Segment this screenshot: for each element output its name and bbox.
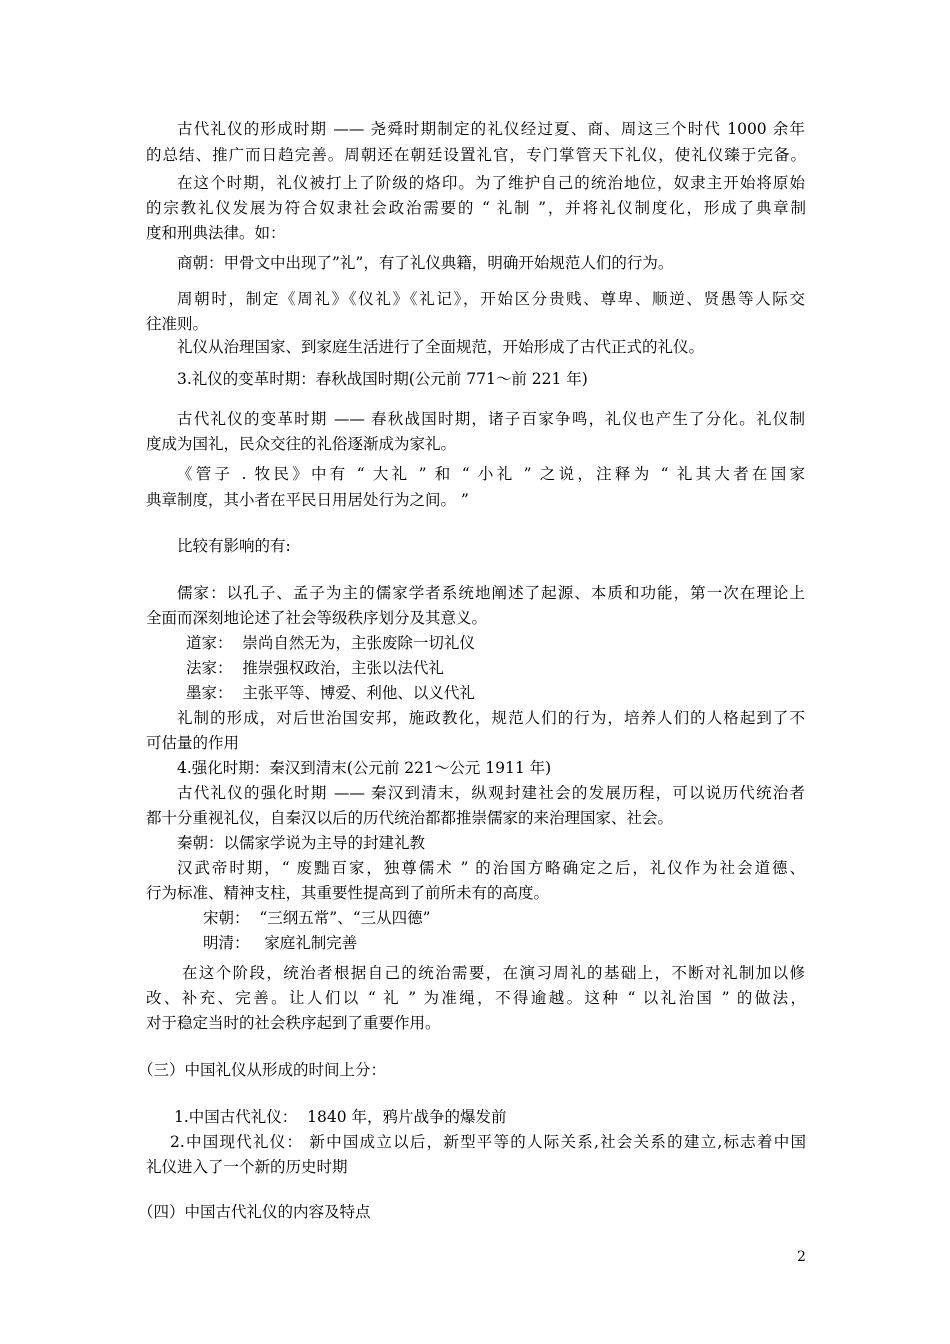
text-line: 古代礼仪的强化时期 —— 秦汉到清末，纵观封建社会的发展历程，可以说历代统治者 (177, 784, 805, 802)
list-item: 1.中国古代礼仪： 1840 年，鸦片战争的爆发前 (174, 1108, 507, 1126)
text-line: 在这个时期，礼仪被打上了阶级的烙印。为了维护自己的统治地位，奴隶主开始将原始 (177, 174, 805, 192)
list-item: 2.中国现代礼仪： 新中国成立以后，新型平等的人际关系,社会关系的建立,标志着中国 (170, 1133, 806, 1151)
text-line: 礼制的形成，对后世治国安邦，施政教化，规范人们的行为，培养人们的人格起到了不 (177, 709, 805, 727)
text-line: 儒家：以孔子、孟子为主的儒家学者系统地阐述了起源、本质和功能，第一次在理论上 (177, 584, 805, 602)
text-line: 的总结、推广而日趋完善。周朝还在朝廷设置礼官，专门掌管天下礼仪，使礼仪臻于完备。 (146, 146, 806, 164)
section-heading: （四）中国古代礼仪的内容及特点 (138, 1203, 371, 1221)
text-line: 礼仪进入了一个新的历史时期 (146, 1158, 348, 1176)
text-line: 秦朝：以儒家学说为主导的封建礼教 (177, 834, 426, 852)
text-line: 度和刑典法律。如： (146, 224, 286, 242)
text-line: 礼仪从治理国家、到家庭生活进行了全面规范，开始形成了古代正式的礼仪。 (177, 338, 705, 356)
text-line: 都十分重视礼仪，自秦汉以后的历代统治都都推崇儒家的来治理国家、社会。 (146, 809, 674, 827)
text-line: 古代礼仪的形成时期 —— 尧舜时期制定的礼仪经过夏、商、周这三个时代 1000 余年 (177, 120, 805, 138)
section-heading: 4.强化时期：秦汉到清末(公元前 221～公元 1911 年) (177, 759, 552, 777)
text-line: 古代礼仪的变革时期 —— 春秋战国时期，诸子百家争鸣，礼仪也产生了分化。礼仪制 (177, 410, 805, 428)
text-line: 商朝：甲骨文中出现了”礼”，有了礼仪典籍，明确开始规范人们的行为。 (177, 254, 674, 272)
text-line: 宋朝： “三纲五常”、“三从四德” (203, 909, 431, 927)
text-line: 对于稳定当时的社会秩序起到了重要作用。 (146, 1014, 441, 1032)
text-line: 的宗教礼仪发展为符合奴隶社会政治需要的 “ 礼制 ”，并将礼仪制度化，形成了典章制 (146, 199, 806, 217)
text-line: 比较有影响的有: (177, 537, 291, 555)
text-line: 墨家： 主张平等、博爱、利他、以义代礼 (186, 684, 475, 702)
text-line: 周朝时，制定《周礼》《仪礼》《礼记》，开始区分贵贱、尊卑、顺逆、贤愚等人际交 (177, 290, 805, 308)
text-line: 往准则。 (146, 315, 209, 333)
text-line: 在这个阶段，统治者根据自己的统治需要，在演习周礼的基础上，不断对礼制加以修 (182, 964, 805, 982)
section-heading: 3.礼仪的变革时期：春秋战国时期(公元前 771～前 221 年) (177, 370, 588, 388)
text-line: 度成为国礼，民众交往的礼俗逐渐成为家礼。 (146, 435, 457, 453)
text-line: 明清： 家庭礼制完善 (203, 934, 358, 952)
section-heading: （三）中国礼仪从形成的时间上分： (138, 1061, 387, 1079)
text-line: 道家： 崇尚自然无为，主张废除一切礼仪 (186, 634, 475, 652)
text-line: 全面而深刻地论述了社会等级秩序划分及其意义。 (146, 609, 488, 627)
text-line: 行为标准、精神支柱，其重要性提高到了前所未有的高度。 (146, 884, 550, 902)
text-line: 可估量的作用 (146, 734, 240, 752)
text-line: 典章制度，其小者在平民日用居处行为之间。 ” (146, 491, 469, 509)
text-line: 法家： 推崇强权政治，主张以法代礼 (186, 659, 444, 677)
text-line: 《管子 . 牧民》中有 “ 大礼 ” 和 “ 小礼 ” 之说，注释为 “ 礼其大者在国家 (177, 465, 805, 483)
text-line: 改、补充、完善。让人们以 “ 礼 ” 为准绳，不得逾越。这种 “ 以礼治国 ” 的做法， (146, 989, 806, 1007)
text-line: 汉武帝时期，“ 废黜百家，独尊儒术 ” 的治国方略确定之后，礼仪作为社会道德、 (177, 859, 805, 877)
page-number: 2 (797, 1249, 806, 1265)
